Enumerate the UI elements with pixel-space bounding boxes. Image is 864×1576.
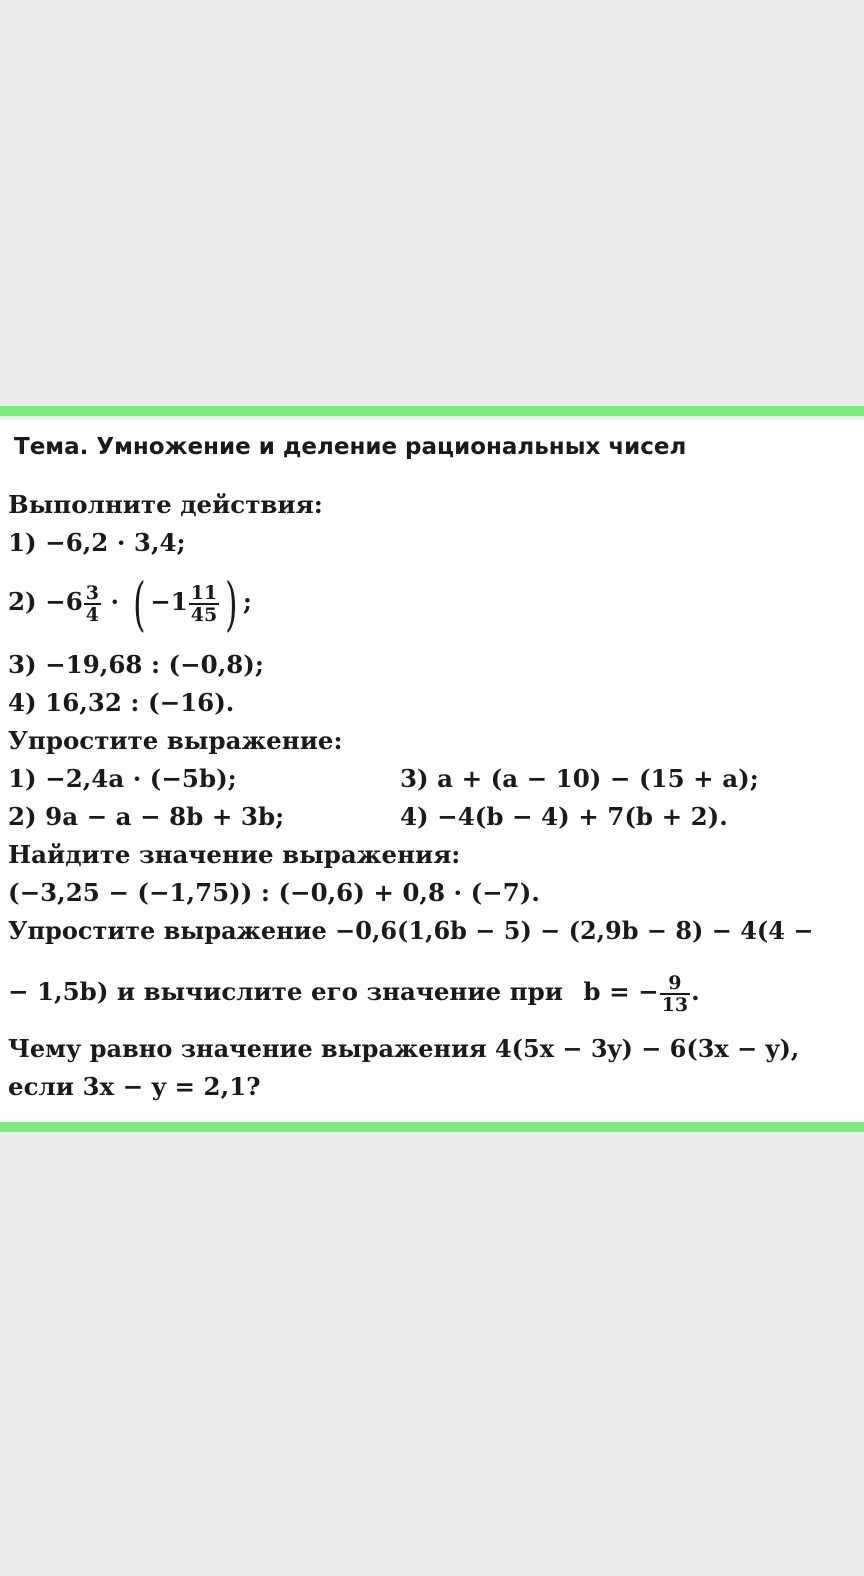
mixed-number-1: −6 $\frac{3}{4}$ bbox=[45, 581, 99, 626]
topic-text: Умножение и деление рациональных чисел bbox=[96, 434, 687, 460]
bottom-green-border bbox=[0, 1122, 864, 1132]
fraction-3-4: $\frac{3}{4}$ bbox=[85, 581, 99, 626]
section3-heading: Найдите значение выражения: bbox=[8, 840, 461, 869]
topic-title bbox=[14, 432, 686, 462]
fraction-11-45: $\frac{11}{45}$ bbox=[190, 581, 218, 626]
s1-item2: 2) −6 $\frac{3}{4}$ · ( −1 $\frac{11}{45}$ ) ; bbox=[8, 569, 252, 638]
s1-item1-expr: −6,2 · 3,4; bbox=[45, 528, 186, 557]
s2-item1: 1) −2,4a · (−5b); bbox=[8, 764, 237, 793]
s1-item1: 1) −6,2 · 3,4; bbox=[8, 528, 186, 557]
s2-item2: 2) 9a − a − 8b + 3b; bbox=[8, 802, 285, 831]
s5-line1: Чему равно значение выражения 4(5x − 3y) − 6(3x − y), bbox=[8, 1034, 800, 1063]
s1-item3: 3) −19,68 : (−0,8); bbox=[8, 650, 264, 679]
section1-heading: Выполните действия: bbox=[8, 490, 323, 519]
top-green-border bbox=[0, 406, 864, 416]
s4-line2: − 1,5b) и вычислите его значение при b = − $\frac{9}{13}$ . bbox=[8, 971, 700, 1016]
s4-line1: Упростите выражение −0,6(1,6b − 5) − (2,9b − 8) − 4(4 − bbox=[8, 916, 814, 945]
fraction-9-13: $\frac{9}{13}$ bbox=[661, 971, 689, 1016]
topic-label: Тема. bbox=[14, 434, 89, 460]
s2-item4: 4) −4(b − 4) + 7(b + 2). bbox=[400, 802, 728, 831]
s5-line2: если 3x − y = 2,1? bbox=[8, 1072, 261, 1101]
worksheet bbox=[0, 420, 864, 1126]
s2-item3: 3) a + (a − 10) − (15 + a); bbox=[400, 764, 759, 793]
s3-expr: (−3,25 − (−1,75)) : (−0,6) + 0,8 · (−7). bbox=[8, 878, 540, 907]
mixed-number-2: −1 $\frac{11}{45}$ bbox=[150, 581, 218, 626]
section2-heading: Упростите выражение: bbox=[8, 726, 343, 755]
s1-item4: 4) 16,32 : (−16). bbox=[8, 688, 235, 717]
left-paren: ( bbox=[132, 569, 146, 638]
right-paren: ) bbox=[225, 569, 238, 638]
